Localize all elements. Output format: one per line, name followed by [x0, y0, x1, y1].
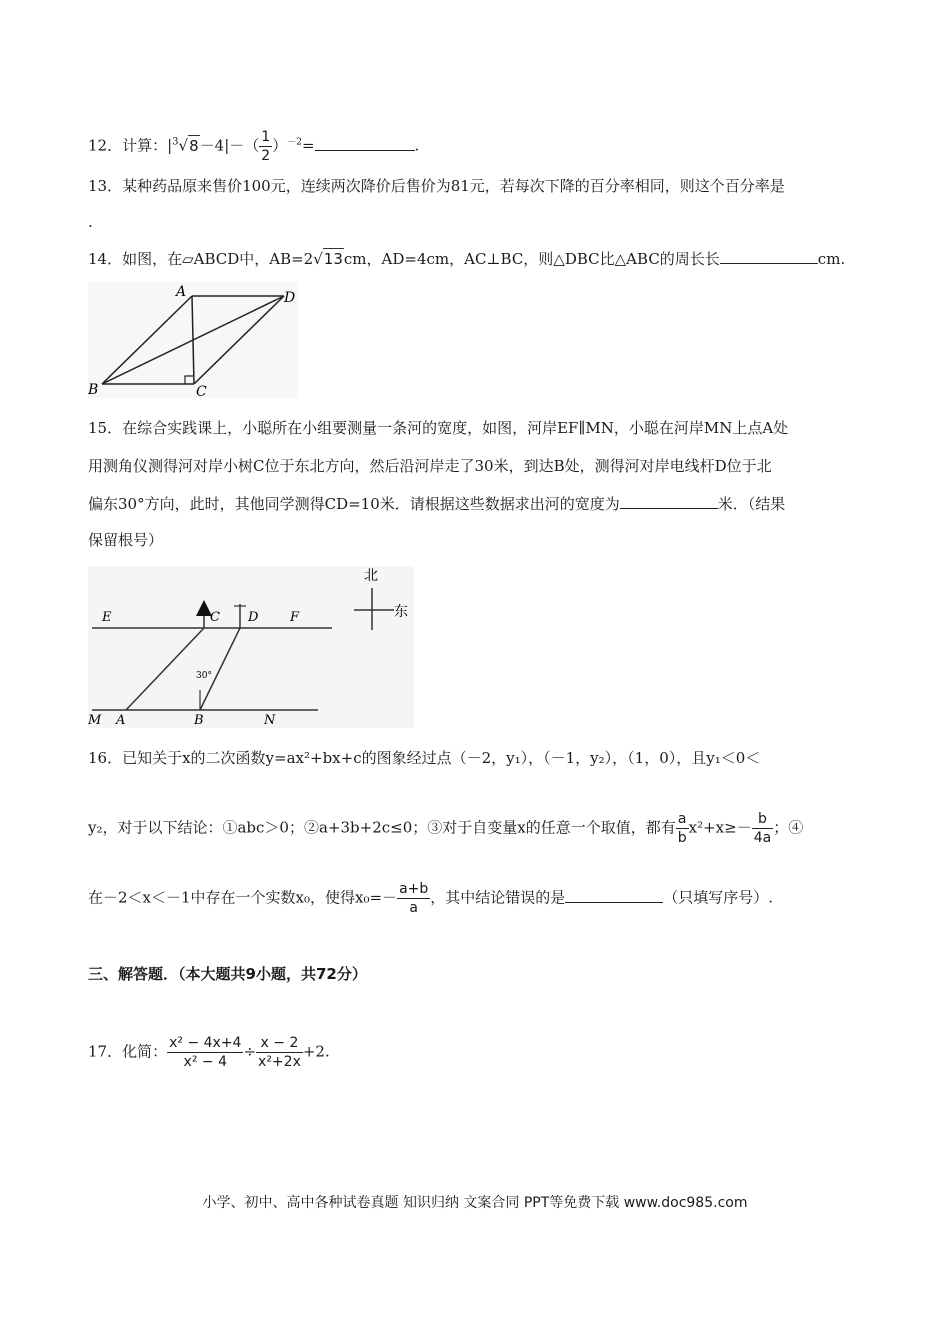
label-d: D [284, 290, 296, 306]
close-paren: ） [272, 136, 288, 155]
q15-line1: 15．在综合实践课上，小聪所在小组要测量一条河的宽度，如图，河岸EF∥MN，小聪在河岸MN上点A处 [88, 419, 789, 437]
q15-line3a: 偏东30°方向，此时，其他同学测得CD=10米．请根据这些数据求出河的宽度为 [88, 495, 620, 513]
q16-frac1 [676, 810, 689, 847]
q12-end: . [414, 136, 420, 155]
label-c: C [210, 610, 220, 625]
fraction-denominator: x²+2x [258, 1054, 301, 1070]
q16-line1: 16．已知关于x的二次函数y=ax²+bx+c的图象经过点（－2，y₁），（－1，y₂），（1，0），且y₁＜0＜ [88, 749, 761, 767]
angle-label: 30° [196, 671, 212, 681]
cbrt-radicand: 8 [189, 136, 199, 155]
fraction-numerator: a [677, 811, 687, 827]
fraction-denominator: 4a [753, 830, 772, 846]
label-b: B [88, 382, 99, 398]
fraction-denominator: 2 [261, 148, 271, 164]
label-e: E [102, 610, 112, 625]
fraction-numerator: x − 2 [260, 1035, 299, 1051]
label-m: M [88, 713, 102, 728]
q17-prefix: 17．化简： [88, 1042, 168, 1061]
page-footer: 小学、初中、高中各种试卷真题 知识归纳 文案合同 PPT等免费下载 www.doc985.com [202, 1195, 748, 1211]
q16-line3b: ，其中结论错误的是 [430, 888, 566, 907]
label-a: A [176, 284, 187, 300]
question-17 [88, 1034, 330, 1071]
minus-four: －4 [199, 136, 225, 155]
label-b: B [194, 713, 204, 728]
label-f: F [290, 610, 300, 625]
q17-end: . [324, 1042, 330, 1061]
q14-part1: 14．如图，在▱ABCD中，AB=2 [88, 250, 314, 268]
fraction-denominator: x² − 4 [167, 1052, 243, 1071]
q15-line4: 保留根号） [88, 531, 164, 549]
exponent: －2 [287, 137, 302, 148]
section-heading: 三、解答题．（本大题共9小题，共72分） [88, 965, 367, 983]
question-15-line3 [88, 494, 785, 514]
label-a: A [116, 713, 126, 728]
q17-frac1 [167, 1034, 243, 1071]
river-figure [88, 566, 414, 728]
parallelogram-figure [88, 282, 298, 398]
equals: = [301, 136, 315, 155]
compass-north: 北 [364, 568, 378, 584]
q17-operator: ÷ [243, 1042, 257, 1061]
q14-part2: cm，AD=4cm，AC⊥BC，则△DBC比△ABC的周长长 [343, 250, 720, 268]
question-16-line2 [88, 810, 803, 847]
q16-line2a: y₂，对于以下结论：①abc＞0；②a+3b+2c≤0；③对于自变量x的任意一个取值，都有 [88, 818, 676, 837]
q12-prefix: 12．计算： [88, 136, 168, 155]
q16-frac2 [752, 810, 774, 847]
figure-background [88, 566, 414, 728]
q16-frac3 [397, 880, 430, 917]
q16-line3c: （只填写序号）. [663, 888, 774, 907]
question-13 [88, 176, 785, 196]
q16-line2c: ；④ [773, 818, 804, 837]
fraction-numerator: x² − 4x+4 [169, 1035, 242, 1051]
abs-bar-close: | [224, 136, 230, 155]
label-c: C [196, 384, 207, 398]
abs-bar: | [167, 136, 173, 155]
q17-frac2 [256, 1034, 303, 1071]
q16-line2b: x²+x≥－ [688, 818, 752, 837]
question-16-line3 [88, 880, 773, 917]
answer-blank-14[interactable] [720, 249, 818, 264]
fraction-denominator: a [397, 898, 430, 917]
compass-east: 东 [394, 604, 408, 620]
q15-line3b: 米．（结果 [717, 495, 786, 513]
q14-unit: cm. [817, 250, 846, 268]
fraction-denominator: b [677, 830, 687, 846]
fraction-numerator: 1 [261, 129, 271, 145]
q17-plus-two: +2 [302, 1042, 325, 1061]
sqrt-radicand: 13 [323, 250, 343, 268]
cbrt-index: 3 [172, 136, 179, 148]
question-12 [88, 128, 419, 165]
answer-blank-15[interactable] [620, 494, 718, 509]
fraction-numerator: b [758, 811, 767, 827]
answer-blank-12[interactable] [315, 136, 415, 151]
q12-fraction [259, 128, 272, 165]
fraction-numerator: a+b [399, 881, 429, 897]
q16-line3a: 在－2＜x＜－1中存在一个实数x₀，使得x₀=－ [88, 888, 398, 907]
radical-sign: √ [178, 136, 189, 155]
sqrt-sign: √ [313, 250, 323, 268]
label-n: N [264, 713, 276, 728]
question-14 [88, 248, 845, 269]
minus-paren: －（ [229, 136, 260, 155]
label-d: D [248, 610, 259, 625]
q13-end: . [88, 213, 93, 231]
answer-blank-16[interactable] [565, 888, 663, 903]
q15-line2: 用测角仪测得河对岸小树C位于东北方向，然后沿河岸走了30米，到达B处，测得河对岸电线杆D位于北 [88, 457, 772, 475]
q13-text: 13．某种药品原来售价100元，连续两次降价后售价为81元，若每次下降的百分率相同，则这个百分率是 [88, 177, 785, 195]
